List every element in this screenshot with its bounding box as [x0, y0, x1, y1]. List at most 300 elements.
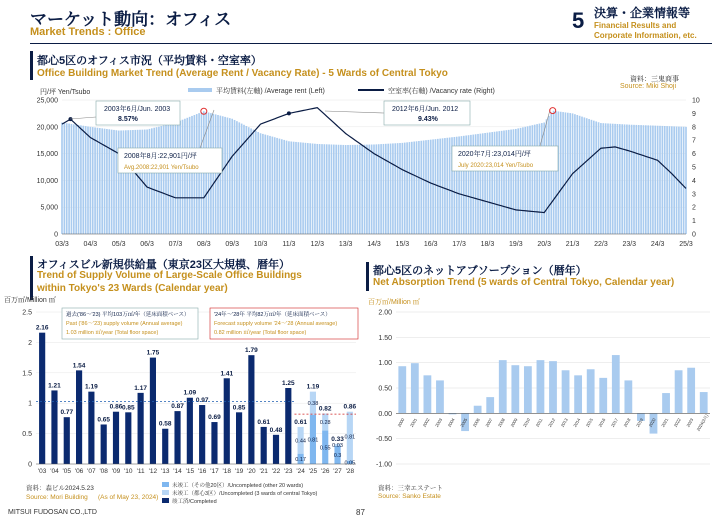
rent-bar — [179, 121, 181, 234]
supply-bar-completed — [224, 378, 230, 464]
rent-bar — [198, 113, 200, 234]
absorption-unit: 百万㎡/Million ㎡ — [368, 299, 420, 306]
rent-bar — [189, 117, 191, 234]
rent-bar — [576, 115, 578, 234]
rent-bar — [156, 127, 158, 234]
absorption-xtick: 2019 — [635, 417, 645, 428]
rent-bar — [224, 117, 226, 234]
supply-xtick: '05 — [62, 468, 72, 475]
supply-xtick: '27 — [333, 468, 342, 475]
rent-bar — [680, 127, 682, 234]
supply-bar-completed — [88, 392, 94, 464]
supply-xtick: '07 — [87, 468, 96, 475]
supply-total-label: 0.87 — [171, 403, 184, 411]
supply-total-label: 0.97 — [195, 397, 209, 405]
rent-bar — [168, 124, 170, 234]
supply-total-label: 0.86 — [109, 403, 123, 411]
supply-ytick: 1 — [28, 400, 32, 408]
rent-bar — [97, 128, 99, 234]
market-left-unit: 円/坪 Yen/Tsubo — [40, 89, 91, 96]
annotation-2012 — [325, 101, 470, 125]
rent-bar — [87, 126, 89, 234]
rent-bar — [404, 143, 406, 234]
supply-bar-completed — [64, 417, 70, 464]
legend-other-label: 未竣工（その他20区）/Uncompleted (other 20 wards) — [172, 483, 304, 489]
supply-xtick: '22 — [271, 468, 281, 475]
rent-bar — [324, 144, 326, 234]
supply-title-en-1: Trend of Supply Volume of Large-Scale Office Buildings — [37, 270, 302, 281]
supply-bar-completed — [174, 411, 180, 464]
rent-bar — [210, 113, 212, 234]
supply-xtick: '25 — [308, 468, 318, 475]
rent-bar — [364, 145, 366, 234]
rent-bar — [350, 145, 352, 234]
supply-label-other: 0.3 — [333, 452, 342, 459]
rent-bar — [638, 125, 640, 234]
rent-bar — [654, 126, 656, 234]
supply-total-label: 1.17 — [134, 384, 147, 392]
absorption-ytick: 0.00 — [378, 410, 392, 418]
section-title-en-1: Financial Results and — [594, 21, 677, 30]
rent-bar — [617, 124, 619, 234]
rent-bar — [612, 124, 614, 234]
rent-bar — [446, 138, 448, 234]
rent-bar — [387, 144, 389, 234]
rent-bar — [423, 140, 425, 234]
rent-bar — [82, 126, 84, 234]
rent-bar — [548, 116, 550, 234]
market-ytick-left: 20,000 — [36, 124, 58, 132]
supply-xtick: '24 — [296, 468, 305, 475]
rent-bar — [113, 130, 115, 234]
rent-bar — [539, 124, 541, 234]
supply-ytick: 1.5 — [22, 370, 32, 378]
page-header — [0, 0, 720, 44]
market-chart — [0, 84, 720, 250]
legend-3wards-swatch — [162, 490, 169, 495]
supply-xtick: '06 — [74, 468, 84, 475]
rent-bar — [177, 122, 179, 234]
rent-bar — [260, 133, 262, 234]
supply-total-label: 1.19 — [306, 383, 320, 391]
supply-ytick: 2 — [28, 339, 32, 347]
rent-bar — [406, 142, 408, 234]
rent-bar — [425, 140, 427, 234]
absorption-xtick: 2017 — [610, 417, 619, 428]
rent-bar — [631, 125, 633, 234]
legend-3wards-label: 未竣工（都心3区）/Uncompleted (3 wards of central Tokyo) — [172, 491, 318, 497]
rent-bar — [290, 141, 292, 234]
supply-bar-completed — [261, 427, 267, 464]
rent-bar — [522, 127, 524, 234]
rent-bar — [413, 142, 415, 234]
supply-total-label: 0.86 — [343, 403, 357, 411]
rent-bar — [222, 116, 224, 234]
absorption-bar — [474, 406, 482, 414]
rent-bar — [647, 125, 649, 234]
rent-bar — [120, 130, 122, 234]
page-subtitle: Market Trends : Office — [30, 26, 146, 38]
absorption-ytick: 2.00 — [378, 309, 392, 317]
rent-bar — [676, 126, 678, 234]
market-xtick: 18/3 — [480, 241, 495, 248]
supply-total-label: 0.69 — [208, 414, 221, 422]
rent-bar — [510, 130, 512, 234]
rent-bar — [295, 142, 297, 234]
rent-bar — [371, 145, 373, 234]
rent-bar — [432, 139, 434, 234]
rent-bar — [562, 112, 564, 234]
market-xtick: 06/3 — [140, 241, 154, 248]
market-source-en: Source: Miki Shoji — [620, 83, 677, 90]
supply-total-label: 0.58 — [158, 420, 172, 428]
rent-bar — [99, 128, 101, 234]
rent-bar — [361, 145, 363, 234]
rent-bar — [338, 145, 340, 234]
rent-bar — [524, 127, 526, 234]
supply-xtick: '16 — [197, 468, 207, 475]
rent-bar — [574, 114, 576, 234]
absorption-bar — [499, 360, 507, 413]
rent-bar — [602, 123, 604, 234]
rent-bar — [248, 127, 250, 234]
rent-bar — [229, 118, 231, 234]
rent-bar — [390, 144, 392, 234]
market-xtick: 08/3 — [197, 241, 211, 248]
supply-xtick: '17 — [210, 468, 219, 475]
supply-total-label: 0.85 — [232, 404, 246, 412]
absorption-title-en: Net Absorption Trend (5 wards of Central Tokyo, Calendar year) — [373, 277, 675, 288]
rent-bar — [550, 113, 552, 234]
rent-bar — [373, 144, 375, 234]
supply-total-label: 1.25 — [281, 380, 295, 387]
rent-bar — [276, 138, 278, 234]
rent-bar — [579, 116, 581, 234]
market-ytick-left: 10,000 — [36, 177, 58, 185]
rent-bar — [399, 143, 401, 234]
rent-bar — [184, 119, 186, 234]
rent-bar — [669, 126, 671, 234]
supply-xtick: '11 — [136, 468, 145, 475]
rent-bar — [418, 141, 420, 234]
rent-bar — [588, 119, 590, 234]
rent-bar — [659, 126, 661, 234]
market-xtick: 17/3 — [452, 241, 466, 248]
absorption-bar — [612, 355, 620, 413]
rent-bar — [565, 112, 567, 234]
absorption-bar — [700, 392, 708, 413]
legend-vacancy-label: 空室率(右軸) /Vacancy rate (Right) — [388, 88, 495, 95]
rent-bar — [106, 129, 108, 234]
absorption-xtick: 2005 — [459, 417, 469, 428]
annotation-2008-value: Avg.2008:22,901 Yen/Tsubo — [124, 165, 199, 171]
supply-label-3wards: 0.44 — [295, 438, 306, 445]
market-xtick: 05/3 — [111, 241, 126, 248]
page-number: 87 — [356, 508, 365, 517]
rent-bar — [253, 130, 255, 234]
supply-bar-completed — [113, 412, 119, 464]
rent-bar — [628, 125, 630, 234]
annotation-2012-label: 2012年6月/Jun. 2012 — [392, 106, 459, 113]
rent-bar — [397, 143, 399, 234]
rent-bar — [683, 127, 685, 234]
rent-bar — [116, 130, 118, 234]
supply-total-label: 0.82 — [318, 405, 332, 413]
absorption-xtick: 2020 — [647, 417, 657, 428]
market-ytick-left: 5,000 — [40, 204, 58, 212]
market-ytick-right: 7 — [692, 137, 696, 145]
rent-bar — [312, 144, 314, 234]
rent-bar — [569, 113, 571, 234]
page-title: マーケット動向：オフィス — [30, 10, 232, 29]
absorption-xtick: 2008 — [496, 417, 506, 428]
market-ytick-right: 6 — [692, 151, 696, 159]
supply-source-en: Source: Mori Building — [26, 494, 88, 501]
rent-bar — [366, 145, 368, 234]
market-xtick: 22/3 — [594, 241, 608, 248]
rent-bar — [553, 111, 555, 234]
rent-bar — [442, 138, 444, 234]
rent-bar — [409, 142, 411, 234]
supply-xtick: '03 — [37, 468, 47, 475]
supply-bar-completed — [199, 405, 205, 464]
market-xtick: 21/3 — [565, 241, 580, 248]
supply-xtick: '18 — [222, 468, 232, 475]
rent-bar — [555, 111, 557, 234]
supply-total-label: 0.65 — [97, 416, 111, 424]
annotation-2020-label: 2020年7月:23,014円/坪 — [458, 151, 531, 158]
rent-bar — [182, 120, 184, 234]
rent-bar — [163, 125, 165, 234]
rent-peak-2020-marker — [550, 108, 556, 114]
absorption-bar — [436, 380, 444, 413]
rent-bar — [347, 145, 349, 234]
rent-bar — [652, 126, 654, 234]
absorption-xtick: 2024(3月) — [695, 413, 710, 432]
legend-rent-label: 平均賃料(左軸) /Average rent (Left) — [216, 88, 325, 95]
supply-bar-completed — [125, 412, 131, 464]
rent-bar — [191, 116, 193, 234]
absorption-bar — [424, 375, 432, 413]
rent-bar — [345, 145, 347, 234]
annotation-2020-value: July 2020:23,014 Yen/Tsubo — [458, 163, 534, 169]
rent-bar — [359, 145, 361, 234]
rent-bar — [274, 137, 276, 234]
rent-bar — [149, 129, 151, 234]
absorption-bar — [511, 365, 519, 413]
supply-xtick: '23 — [284, 468, 293, 475]
footer-company: MITSUI FUDOSAN CO.,LTD — [8, 509, 97, 516]
rent-bar — [75, 125, 77, 234]
rent-bar — [593, 121, 595, 234]
absorption-xtick: 2007 — [484, 417, 494, 428]
absorption-xtick: 2003 — [434, 417, 444, 428]
market-xtick: 24/3 — [650, 241, 665, 248]
rent-bar — [272, 137, 274, 234]
rent-bar — [581, 117, 583, 234]
supply-total-label: 2.16 — [35, 324, 49, 332]
rent-bar — [108, 129, 110, 234]
rent-bar — [394, 143, 396, 234]
absorption-xtick: 2006 — [471, 417, 481, 428]
market-xtick: 19/3 — [509, 241, 523, 248]
supply-label-other: 0.55 — [319, 445, 331, 452]
supply-xtick: '20 — [247, 468, 256, 475]
rent-bar — [293, 142, 295, 234]
rent-bar — [71, 124, 73, 234]
rent-bar — [513, 129, 515, 234]
rent-bar — [316, 144, 318, 234]
supply-bar-completed — [138, 393, 144, 464]
market-xtick: 09/3 — [225, 241, 239, 248]
rent-bar — [165, 125, 167, 234]
supply-total-label: 1.09 — [183, 389, 197, 397]
rent-bar — [267, 135, 269, 234]
rent-bar — [283, 140, 285, 234]
rent-bar — [508, 130, 510, 234]
rent-bar — [435, 139, 437, 234]
past-average-en-1: Past ('86〜'23) supply volume (Annual average) — [66, 321, 183, 327]
supply-total-label: 0.48 — [269, 426, 283, 434]
rent-bar — [357, 145, 359, 234]
past-average-en-2: 1.03 million ㎡/year (Total floor space) — [66, 330, 159, 336]
supply-bar-completed — [285, 388, 291, 464]
market-xtick: 16/3 — [423, 241, 438, 248]
supply-label-3wards: 0.03 — [332, 442, 343, 449]
absorption-xtick: 2001 — [409, 417, 419, 428]
rent-bar — [127, 130, 129, 234]
rent-bar — [146, 129, 148, 234]
rent-bar — [643, 125, 645, 234]
rent-bar — [619, 124, 621, 234]
forecast-average-en-2: 0.82 million ㎡/year (Total floor space) — [214, 330, 307, 336]
header-divider — [30, 43, 712, 44]
rent-bar — [307, 143, 309, 234]
supply-bar-completed — [236, 412, 242, 464]
rent-bar — [279, 139, 281, 234]
rent-bar — [111, 130, 113, 234]
rent-bar — [383, 144, 385, 234]
rent-bar — [144, 130, 146, 234]
supply-bar-completed — [101, 424, 107, 464]
supply-source-jp: 資料：森ビル2024.5.23 — [26, 485, 94, 492]
rent-bar — [584, 117, 586, 234]
rent-bar — [78, 125, 80, 234]
market-title-jp: 都心5区のオフィス市況（平均賃料・空室率） — [37, 55, 262, 67]
market-xtick: 25/3 — [679, 241, 693, 248]
rent-bar — [158, 127, 160, 234]
market-ytick-right: 10 — [692, 97, 700, 105]
rent-bar — [657, 126, 659, 234]
supply-label-other: 0.05 — [344, 460, 356, 467]
supply-xtick: '08 — [99, 468, 108, 475]
past-average-jp: 過去('86〜'23) 平均103万㎡/年（延床面積ベース） — [66, 312, 190, 318]
rent-bar — [234, 120, 236, 234]
market-ytick-right: 0 — [692, 231, 696, 239]
rent-bar — [650, 125, 652, 234]
rent-bar — [262, 134, 264, 234]
rent-bar — [543, 123, 545, 234]
section-number: 5 — [572, 8, 585, 33]
rent-bar — [68, 124, 70, 234]
rent-bar — [621, 124, 623, 234]
absorption-xtick: 2012 — [547, 417, 557, 428]
rent-bar — [194, 115, 196, 234]
rent-bar — [92, 127, 94, 234]
supply-xtick: '15 — [185, 468, 195, 475]
rent-bar — [139, 130, 141, 234]
rent-bar — [132, 130, 134, 234]
rent-bar — [175, 123, 177, 234]
annotation-2003 — [70, 101, 180, 125]
supply-title-jp: オフィスビル新規供給量（東京23区大規模、暦年） — [37, 259, 291, 271]
rent-bar — [529, 126, 531, 234]
absorption-xtick: 2022 — [672, 417, 682, 428]
absorption-ytick: 1.50 — [378, 334, 392, 342]
absorption-bar — [549, 361, 557, 413]
market-xtick: 03/3 — [55, 241, 69, 248]
supply-total-label: 0.61 — [257, 418, 271, 426]
rent-bar — [250, 128, 252, 234]
rent-bar — [118, 131, 120, 234]
rent-bar — [172, 123, 174, 234]
rent-bar — [430, 140, 432, 234]
market-ytick-right: 5 — [692, 164, 696, 172]
rent-bar — [536, 124, 538, 234]
market-ytick-right: 4 — [692, 177, 696, 185]
absorption-bar — [687, 368, 695, 414]
rent-bar — [137, 130, 139, 234]
past-average-box — [62, 308, 198, 339]
supply-total-label: 1.79 — [245, 347, 258, 355]
rent-bar — [624, 124, 626, 234]
supply-xtick: '21 — [259, 468, 268, 475]
supply-xtick: '12 — [148, 468, 158, 475]
legend-other-swatch — [162, 482, 169, 487]
market-source-jp: 資料：三鬼商事 — [630, 76, 679, 83]
rent-bar — [160, 126, 162, 234]
rent-bar — [614, 124, 616, 234]
market-xtick: 10/3 — [253, 241, 268, 248]
supply-xtick: '13 — [160, 468, 170, 475]
market-ytick-right: 9 — [692, 110, 696, 118]
supply-xtick: '10 — [124, 468, 133, 475]
supply-bar-completed — [248, 355, 254, 464]
rent-bar — [558, 111, 560, 234]
supply-total-label: 0.85 — [121, 404, 135, 412]
supply-bar-completed — [187, 398, 193, 464]
supply-total-label: 1.54 — [72, 362, 86, 370]
rent-bar — [392, 143, 394, 234]
rent-bar — [600, 123, 602, 234]
rent-bar — [196, 114, 198, 234]
absorption-bar — [599, 378, 607, 413]
rent-bar — [666, 126, 668, 234]
rent-bar — [170, 124, 172, 234]
rent-bar — [94, 127, 96, 234]
supply-total-label: 1.19 — [85, 383, 98, 391]
absorption-xtick: 2011 — [534, 417, 544, 428]
rent-bar — [269, 136, 271, 234]
supply-bar-completed — [162, 429, 168, 464]
section-bar-absorption — [366, 262, 369, 291]
rent-bar — [411, 142, 413, 234]
absorption-title-jp: 都心5区のネットアブソープション（暦年） — [373, 265, 587, 277]
supply-total-label: 0.77 — [60, 409, 74, 417]
rent-bar — [636, 125, 638, 234]
rent-bar — [416, 141, 418, 234]
rent-bar — [125, 130, 127, 234]
